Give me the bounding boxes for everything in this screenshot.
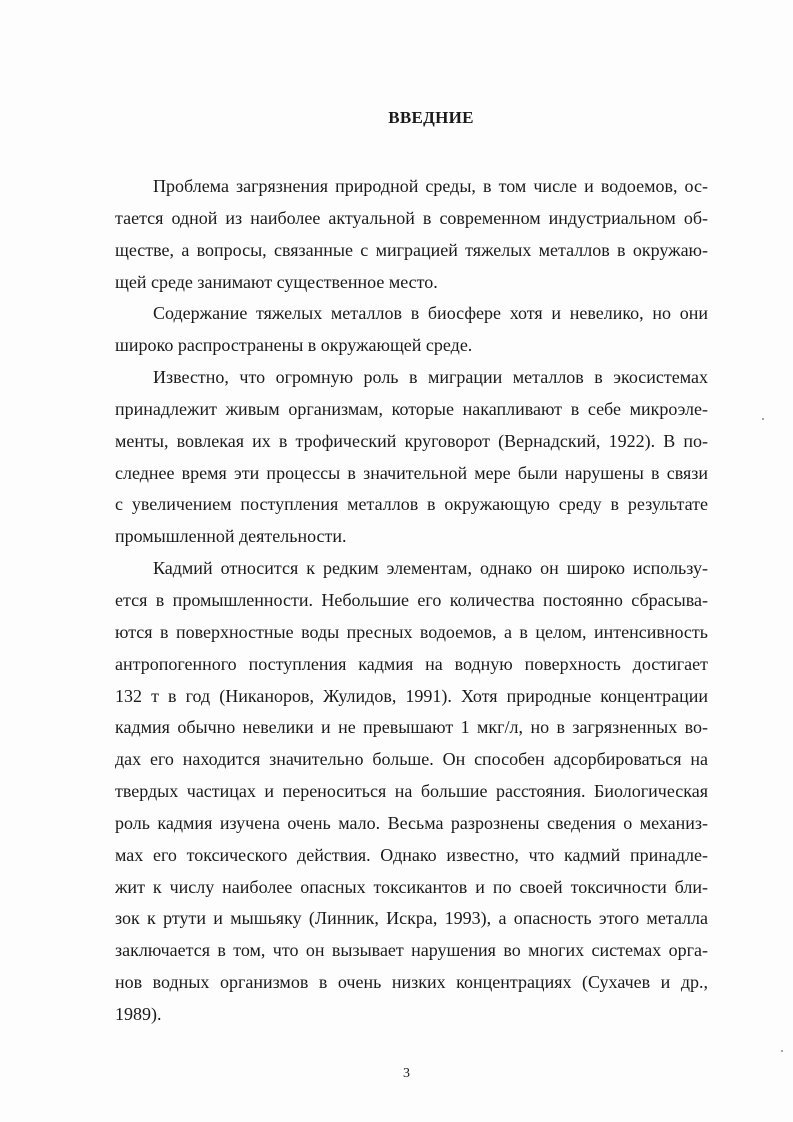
paragraph bbox=[115, 556, 708, 1034]
text-line: Содержание тяжелых металлов в биосфере хотя и невелико, но они bbox=[153, 303, 708, 324]
text-line: антропогенного поступления кадмия на водную поверхность достигает bbox=[115, 653, 708, 674]
text-line: ется в промышленности. Небольшие его количества постоянно сбрасыва- bbox=[115, 589, 708, 610]
text-line: Кадмий относится к редким элементам, однако он широко использу- bbox=[153, 558, 708, 579]
text-line: роль кадмия изучена очень мало. Весьма разрознены сведения о механиз- bbox=[115, 812, 708, 833]
paragraph bbox=[115, 301, 708, 365]
text-line: Известно, что огромную роль в миграции металлов в экосистемах bbox=[153, 367, 708, 388]
text-line: 132 т в год (Никаноров, Жулидов, 1991). Хотя природные концентрации bbox=[115, 685, 708, 706]
text-line: следнее время эти процессы в значительной мере были нарушены в связи bbox=[115, 462, 708, 483]
text-line: ются в поверхностные воды пресных водоемов, а в целом, интенсивность bbox=[115, 621, 708, 642]
text-line: твердых частицах и переноситься на большие расстояния. Биологическая bbox=[115, 781, 708, 802]
text-line: щей среде занимают существенное место. bbox=[115, 271, 438, 292]
text-line: принадлежит живым организмам, которые накапливают в себе микроэле- bbox=[115, 398, 708, 419]
text-line: широко распространены в окружающей среде. bbox=[115, 335, 473, 356]
text-line: промышленной деятельности. bbox=[115, 526, 347, 547]
text-line: менты, вовлекая их в трофический круговорот (Вернадский, 1922). В по- bbox=[115, 430, 708, 451]
text-line: зок к ртути и мышьяку (Линник, Искра, 1993), а опасность этого металла bbox=[115, 908, 708, 929]
scan-speck bbox=[781, 1050, 783, 1052]
paragraph bbox=[115, 174, 708, 301]
text-line: жит к числу наиболее опасных токсикантов и по своей токсичности бли- bbox=[115, 876, 708, 897]
document-body bbox=[115, 174, 708, 1034]
page-number: 3 bbox=[403, 1066, 410, 1081]
text-line: кадмия обычно невелики и не превышают 1 мкг/л, но в загрязненных во- bbox=[115, 717, 708, 738]
text-line: нов водных организмов в очень низких концентрациях (Сухачев и др., bbox=[115, 972, 708, 993]
page-title: ВВЕДНИЕ bbox=[388, 108, 474, 127]
paragraph bbox=[115, 365, 708, 556]
text-line: дах его находится значительно больше. Он способен адсорбироваться на bbox=[115, 749, 708, 770]
text-line: с увеличением поступления металлов в окружающую среду в результате bbox=[115, 494, 708, 515]
text-line: Проблема загрязнения природной среды, в том числе и водоемов, ос- bbox=[153, 176, 708, 196]
text-line: 1989). bbox=[115, 1003, 162, 1024]
text-line: тается одной из наиболее актуальной в современном индустриальном об- bbox=[115, 207, 708, 228]
text-line: ществе, а вопросы, связанные с миграцией тяжелых металлов в окружаю- bbox=[115, 239, 708, 260]
text-line: мах его токсического действия. Однако известно, что кадмий принадле- bbox=[115, 844, 708, 865]
scan-speck bbox=[762, 418, 764, 420]
text-line: заключается в том, что он вызывает нарушения во многих системах орга- bbox=[115, 940, 708, 961]
